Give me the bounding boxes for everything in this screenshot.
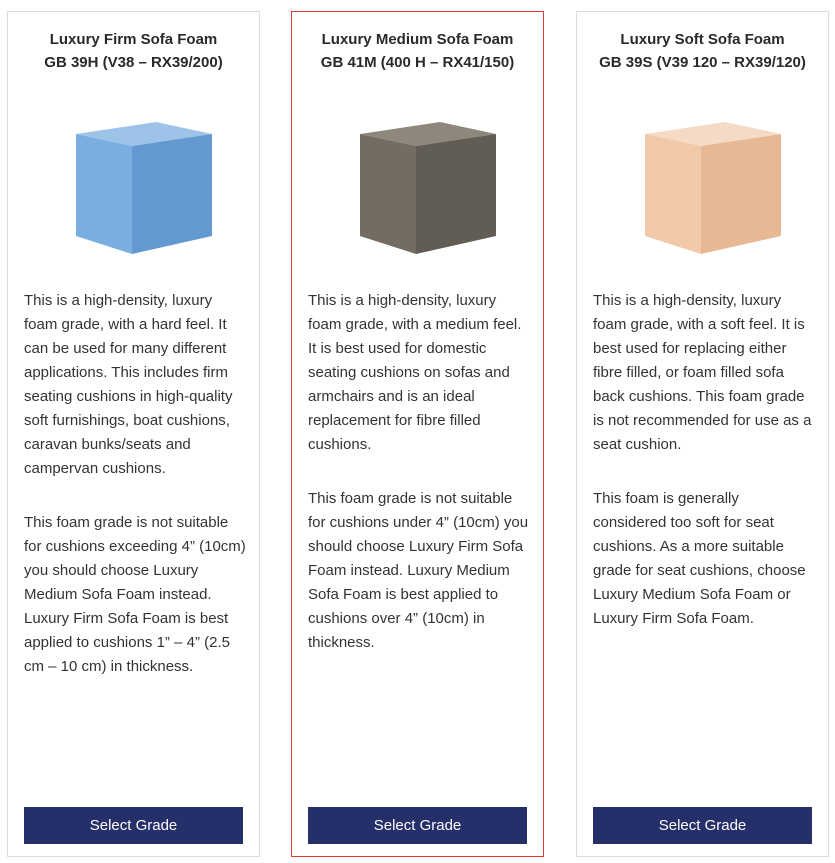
description-paragraph: This foam is generally considered too soft for seat cushions. As a more suitable grade for seat cushions, choose Luxury Medium Sofa Foam or Luxury Firm Sofa Foam. — [593, 490, 806, 627]
select-grade-button[interactable]: Select Grade — [308, 807, 527, 844]
foam-cube-image — [54, 104, 214, 264]
product-title — [577, 28, 828, 74]
product-description — [308, 289, 531, 685]
description-paragraph: This foam grade is not suitable for cushions exceeding 4” (10cm) you should choose Luxury Medium Sofa Foam instead. Luxury Firm Sofa Foam is best applied to cushions 1” – 4” (2.5 cm – 10 cm) in thickness. — [24, 514, 246, 675]
product-card-medium[interactable] — [291, 11, 544, 857]
product-title — [8, 28, 259, 74]
product-name: Luxury Soft Sofa Foam — [620, 31, 785, 48]
product-grade-code: GB 39S (V39 120 – RX39/120) — [599, 54, 806, 71]
foam-cube-image — [338, 104, 498, 264]
product-name: Luxury Medium Sofa Foam — [321, 31, 514, 48]
description-paragraph: This foam grade is not suitable for cushions under 4” (10cm) you should choose Luxury Firm Sofa Foam instead. Luxury Medium Sofa Foam is best applied to cushions over 4” (10cm) in thickness. — [308, 490, 529, 651]
description-paragraph: This is a high-density, luxury foam grade, with a medium feel. It is best used for domestic seating cushions on sofas and armchairs and is an ideal replacement for fibre filled cushions. — [308, 292, 522, 453]
product-grade-code: GB 39H (V38 – RX39/200) — [44, 54, 223, 71]
select-grade-button[interactable]: Select Grade — [593, 807, 812, 844]
product-card-soft[interactable] — [576, 11, 829, 857]
product-grade-code: GB 41M (400 H – RX41/150) — [320, 54, 515, 71]
product-description — [593, 289, 816, 661]
select-grade-button[interactable]: Select Grade — [24, 807, 243, 844]
product-name: Luxury Firm Sofa Foam — [49, 31, 218, 48]
description-paragraph: This is a high-density, luxury foam grade, with a hard feel. It can be used for many different applications. This includes firm seating cushions in high-quality soft furnishings, boat cushions, caravan bunks/seats and campervan cushions. — [24, 292, 233, 477]
product-title — [292, 28, 543, 74]
foam-cube-image — [623, 104, 783, 264]
product-description — [24, 289, 247, 709]
description-paragraph: This is a high-density, luxury foam grade, with a soft feel. It is best used for replacing either fibre filled, or foam filled sofa back cushions. This foam grade is not recommended for use as a seat cushion. — [593, 292, 812, 453]
product-card-firm[interactable] — [7, 11, 260, 857]
